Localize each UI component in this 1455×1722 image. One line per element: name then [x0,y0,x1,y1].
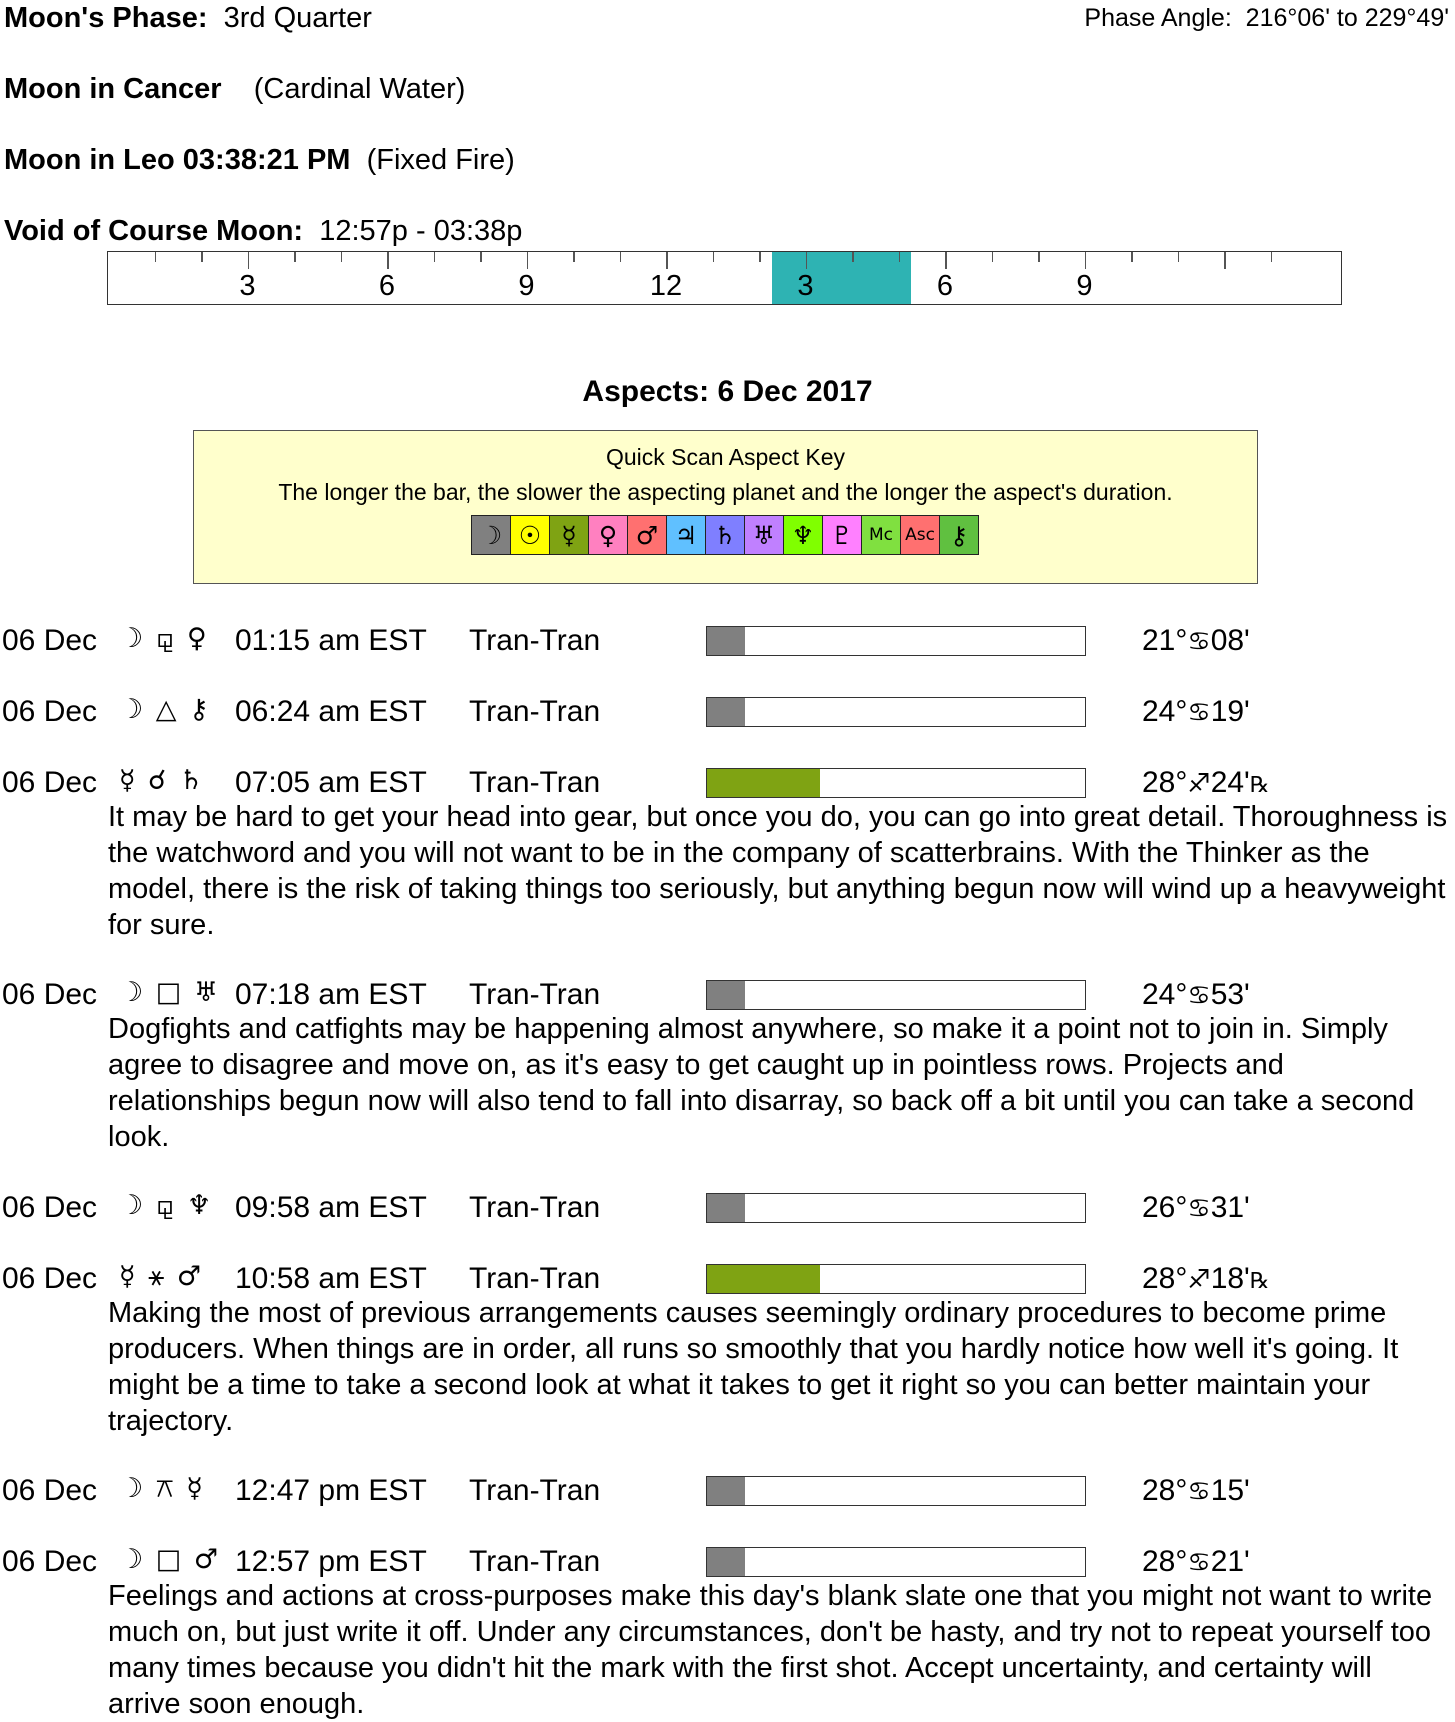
timeline-minor-tick [899,252,901,262]
aspect-position [1142,1191,1250,1225]
phase-angle-value: 216°06' to 229°49' [1245,4,1449,32]
timeline-minor-tick [1038,252,1040,262]
moon-phase-value: 3rd Quarter [223,2,372,34]
aspect-position-minutes: 18' [1210,1262,1250,1295]
void-of-course-line [4,215,522,248]
aspect-position [1142,624,1250,658]
aspect-row [0,1543,1455,1583]
timeline-major-tick [248,252,250,269]
aspect-time: 10:58 am EST [235,1262,427,1295]
aspect-duration-fill [707,627,745,655]
void-of-course-timeline [107,251,1342,305]
pluto-icon: ♇ [822,515,862,555]
aspect-time: 06:24 am EST [235,695,427,728]
key-title: Quick Scan Aspect Key [605,444,846,470]
aspect-description: Dogfights and catfights may be happening almost anywhere, so make it a point not to join in. Simply agree to disagree and move on, as it's easy to get caught up in pointless rows. Projects and relationships begun now will also tend to fall into disarray, so back off a bit until you can take a second look. [108,1013,1415,1153]
aspect-time: 09:58 am EST [235,1191,427,1224]
aspect-position-degrees: 28° [1142,766,1188,799]
timeline-major-tick [527,252,529,269]
aspect-duration-bar [706,626,1086,656]
moon-sign-line-2 [4,144,515,177]
timeline-minor-tick [992,252,994,262]
timeline-hour-label: 9 [1076,270,1093,302]
aspect-row [0,622,1455,662]
aspect-position-minutes: 53' [1210,978,1250,1011]
aspect-position-degrees: 21° [1142,624,1188,657]
aspect-date: 06 Dec [2,766,98,799]
aspect-duration-fill [707,981,745,1009]
timeline-minor-tick [1178,252,1180,262]
timeline-minor-tick [620,252,622,262]
aspect-glyphs: ☽ ⚻ ☿ [119,1473,205,1504]
aspect-type: Tran-Tran [469,695,601,728]
aspect-duration-bar [706,697,1086,727]
quick-scan-aspect-key [193,430,1258,584]
timeline-minor-tick [713,252,715,262]
aspect-duration-bar [706,1193,1086,1223]
venus-icon: ♀ [588,515,628,555]
void-of-course-value: 12:57p - 03:38p [319,215,523,247]
aspect-position-degrees: 26° [1142,1191,1188,1224]
sun-icon: ☉ [510,515,550,555]
aspect-position-degrees: 28° [1142,1545,1188,1578]
aspect-description: Making the most of previous arrangements causes seemingly ordinary procedures to become prime producers. When things are in order, all runs so smoothly that you hardly notice how well it's going. It might be a time to take a second look at what it takes to get it right so you can better maintain your trajectory. [108,1297,1399,1437]
zodiac-sign-icon: ♋ [1187,627,1211,657]
key-glyph-strip [194,515,1257,555]
aspect-row [0,1472,1455,1512]
aspect-position [1142,1474,1250,1508]
jupiter-icon: ♃ [666,515,706,555]
void-of-course-band [772,252,911,304]
aspect-glyphs: ☽ ⚼ ♀ [119,623,209,654]
void-of-course-label: Void of Course Moon: [4,215,304,247]
zodiac-sign-icon: ♐ [1187,769,1211,799]
aspect-type: Tran-Tran [469,624,601,657]
timeline-major-tick [1085,252,1087,269]
moon-sign-line-1 [4,73,465,106]
timeline-minor-tick [294,252,296,262]
aspect-date: 06 Dec [2,1474,98,1507]
timeline-minor-tick [1271,252,1273,262]
aspect-duration-fill [707,1477,745,1505]
aspect-position [1142,978,1250,1012]
aspect-position [1142,1262,1270,1296]
aspect-date: 06 Dec [2,695,98,728]
aspect-glyphs: ☽ ⚼ ♆ [119,1190,214,1221]
timeline-major-tick [666,252,668,269]
aspect-glyphs: ☽ □ ♅ [119,977,221,1008]
timeline-major-tick [806,252,808,269]
zodiac-sign-icon: ♐ [1187,1265,1211,1295]
key-description: The longer the bar, the slower the aspecting planet and the longer the aspect's duration. [278,479,1173,505]
aspect-duration-bar [706,1264,1086,1294]
phase-angle-label: Phase Angle: [1084,4,1232,32]
chiron-icon: ⚷ [939,515,979,555]
moon-phase-line [4,2,372,35]
aspect-type: Tran-Tran [469,1262,601,1295]
timeline-hour-label: 6 [936,270,954,302]
aspects-title: Aspects: 6 Dec 2017 [582,375,873,408]
aspect-duration-fill [707,1265,820,1293]
zodiac-sign-icon: ♋ [1187,1477,1211,1507]
aspect-position-minutes: 19' [1210,695,1250,728]
timeline-hour-label: 3 [239,270,256,302]
aspect-description: Feelings and actions at cross-purposes make this day's blank slate one that you might not want to write much on, but just write it off. Under any circumstances, don't be hasty, and try not to repeat yourself too many times because you didn't hit the mark with the first shot. Accept uncertainty, and certainty will arrive soon enough. [108,1580,1433,1720]
aspect-time: 07:18 am EST [235,978,427,1011]
uranus-icon: ♅ [744,515,784,555]
aspect-duration-fill [707,698,745,726]
timeline-minor-tick [341,252,343,262]
aspect-row [0,764,1455,804]
moon-icon: ☽ [471,515,511,555]
moon-sign-2-value: (Fixed Fire) [366,144,515,176]
neptune-icon: ♆ [783,515,823,555]
aspect-row [0,1260,1455,1300]
aspect-time: 12:47 pm EST [235,1474,427,1507]
timeline-hour-label: 12 [649,270,683,302]
retrograde-icon: ℞ [1249,772,1270,797]
aspect-position-degrees: 24° [1142,695,1188,728]
aspect-duration-bar [706,980,1086,1010]
saturn-icon: ♄ [705,515,745,555]
aspect-duration-bar [706,768,1086,798]
aspect-position-minutes: 15' [1210,1474,1250,1507]
aspect-description: It may be hard to get your head into gear, but once you do, you can go into great detail. Thoroughness is the watchword and you will not want to be in the company of scatterbrains. With the Thinker as the model, there is the risk of taking things too seriously, but anything begun now will wind up a heavyweight for sure. [108,801,1448,941]
aspect-date: 06 Dec [2,1545,98,1578]
timeline-minor-tick [1131,252,1133,262]
zodiac-sign-icon: ♋ [1187,1548,1211,1578]
aspect-glyphs: ☿ ⚹ ♂ [119,1261,204,1292]
aspect-position-minutes: 21' [1210,1545,1250,1578]
mars-icon: ♂ [627,515,667,555]
timeline-minor-tick [573,252,575,262]
aspect-row [0,976,1455,1016]
timeline-minor-tick [480,252,482,262]
aspect-duration-bar [706,1476,1086,1506]
ascendant-icon: Asc [900,515,940,555]
aspect-glyphs: ☽ △ ⚷ [119,694,211,725]
aspect-position-degrees: 28° [1142,1474,1188,1507]
aspect-duration-fill [707,769,820,797]
aspect-row [0,693,1455,733]
aspect-duration-fill [707,1548,745,1576]
moon-phase-label: Moon's Phase: [4,2,208,34]
aspect-row [0,1189,1455,1229]
mercury-icon: ☿ [549,515,589,555]
timeline-minor-tick [434,252,436,262]
timeline-hour-label: 9 [518,270,535,302]
aspect-duration-bar [706,1547,1086,1577]
aspect-type: Tran-Tran [469,1191,601,1224]
aspect-type: Tran-Tran [469,1545,601,1578]
aspect-date: 06 Dec [2,624,98,657]
aspect-position-minutes: 24' [1210,766,1250,799]
timeline-minor-tick [155,252,157,262]
aspect-date: 06 Dec [2,1191,98,1224]
timeline-minor-tick [759,252,761,262]
phase-angle-line [1084,4,1449,33]
aspect-time: 12:57 pm EST [235,1545,427,1578]
aspect-glyphs: ☿ ☌ ♄ [119,765,206,796]
aspect-position-degrees: 24° [1142,978,1188,1011]
aspect-position-minutes: 08' [1210,624,1250,657]
moon-sign-1-value: (Cardinal Water) [253,73,466,105]
aspect-position-degrees: 28° [1142,1262,1188,1295]
aspect-position [1142,1545,1250,1579]
aspect-type: Tran-Tran [469,1474,601,1507]
moon-sign-2-label: Moon in Leo 03:38:21 PM [4,144,351,176]
aspect-glyphs: ☽ □ ♂ [119,1544,221,1575]
aspect-time: 01:15 am EST [235,624,427,657]
retrograde-icon: ℞ [1249,1268,1270,1293]
timeline-minor-tick [201,252,203,262]
timeline-major-tick [387,252,389,269]
moon-sign-1-label: Moon in Cancer [4,73,222,105]
aspect-position-minutes: 31' [1210,1191,1250,1224]
midheaven-icon: Mc [861,515,901,555]
aspect-date: 06 Dec [2,978,98,1011]
aspect-duration-fill [707,1194,745,1222]
aspect-time: 07:05 am EST [235,766,427,799]
aspect-position [1142,766,1270,800]
timeline-major-tick [1224,252,1226,269]
zodiac-sign-icon: ♋ [1187,981,1211,1011]
timeline-minor-tick [852,252,854,262]
timeline-hour-label: 3 [797,270,814,302]
aspect-type: Tran-Tran [469,766,601,799]
timeline-major-tick [945,252,947,269]
zodiac-sign-icon: ♋ [1187,698,1211,728]
aspect-position [1142,695,1250,729]
timeline-hour-label: 6 [378,270,396,302]
zodiac-sign-icon: ♋ [1187,1194,1211,1224]
aspect-type: Tran-Tran [469,978,601,1011]
aspect-date: 06 Dec [2,1262,98,1295]
